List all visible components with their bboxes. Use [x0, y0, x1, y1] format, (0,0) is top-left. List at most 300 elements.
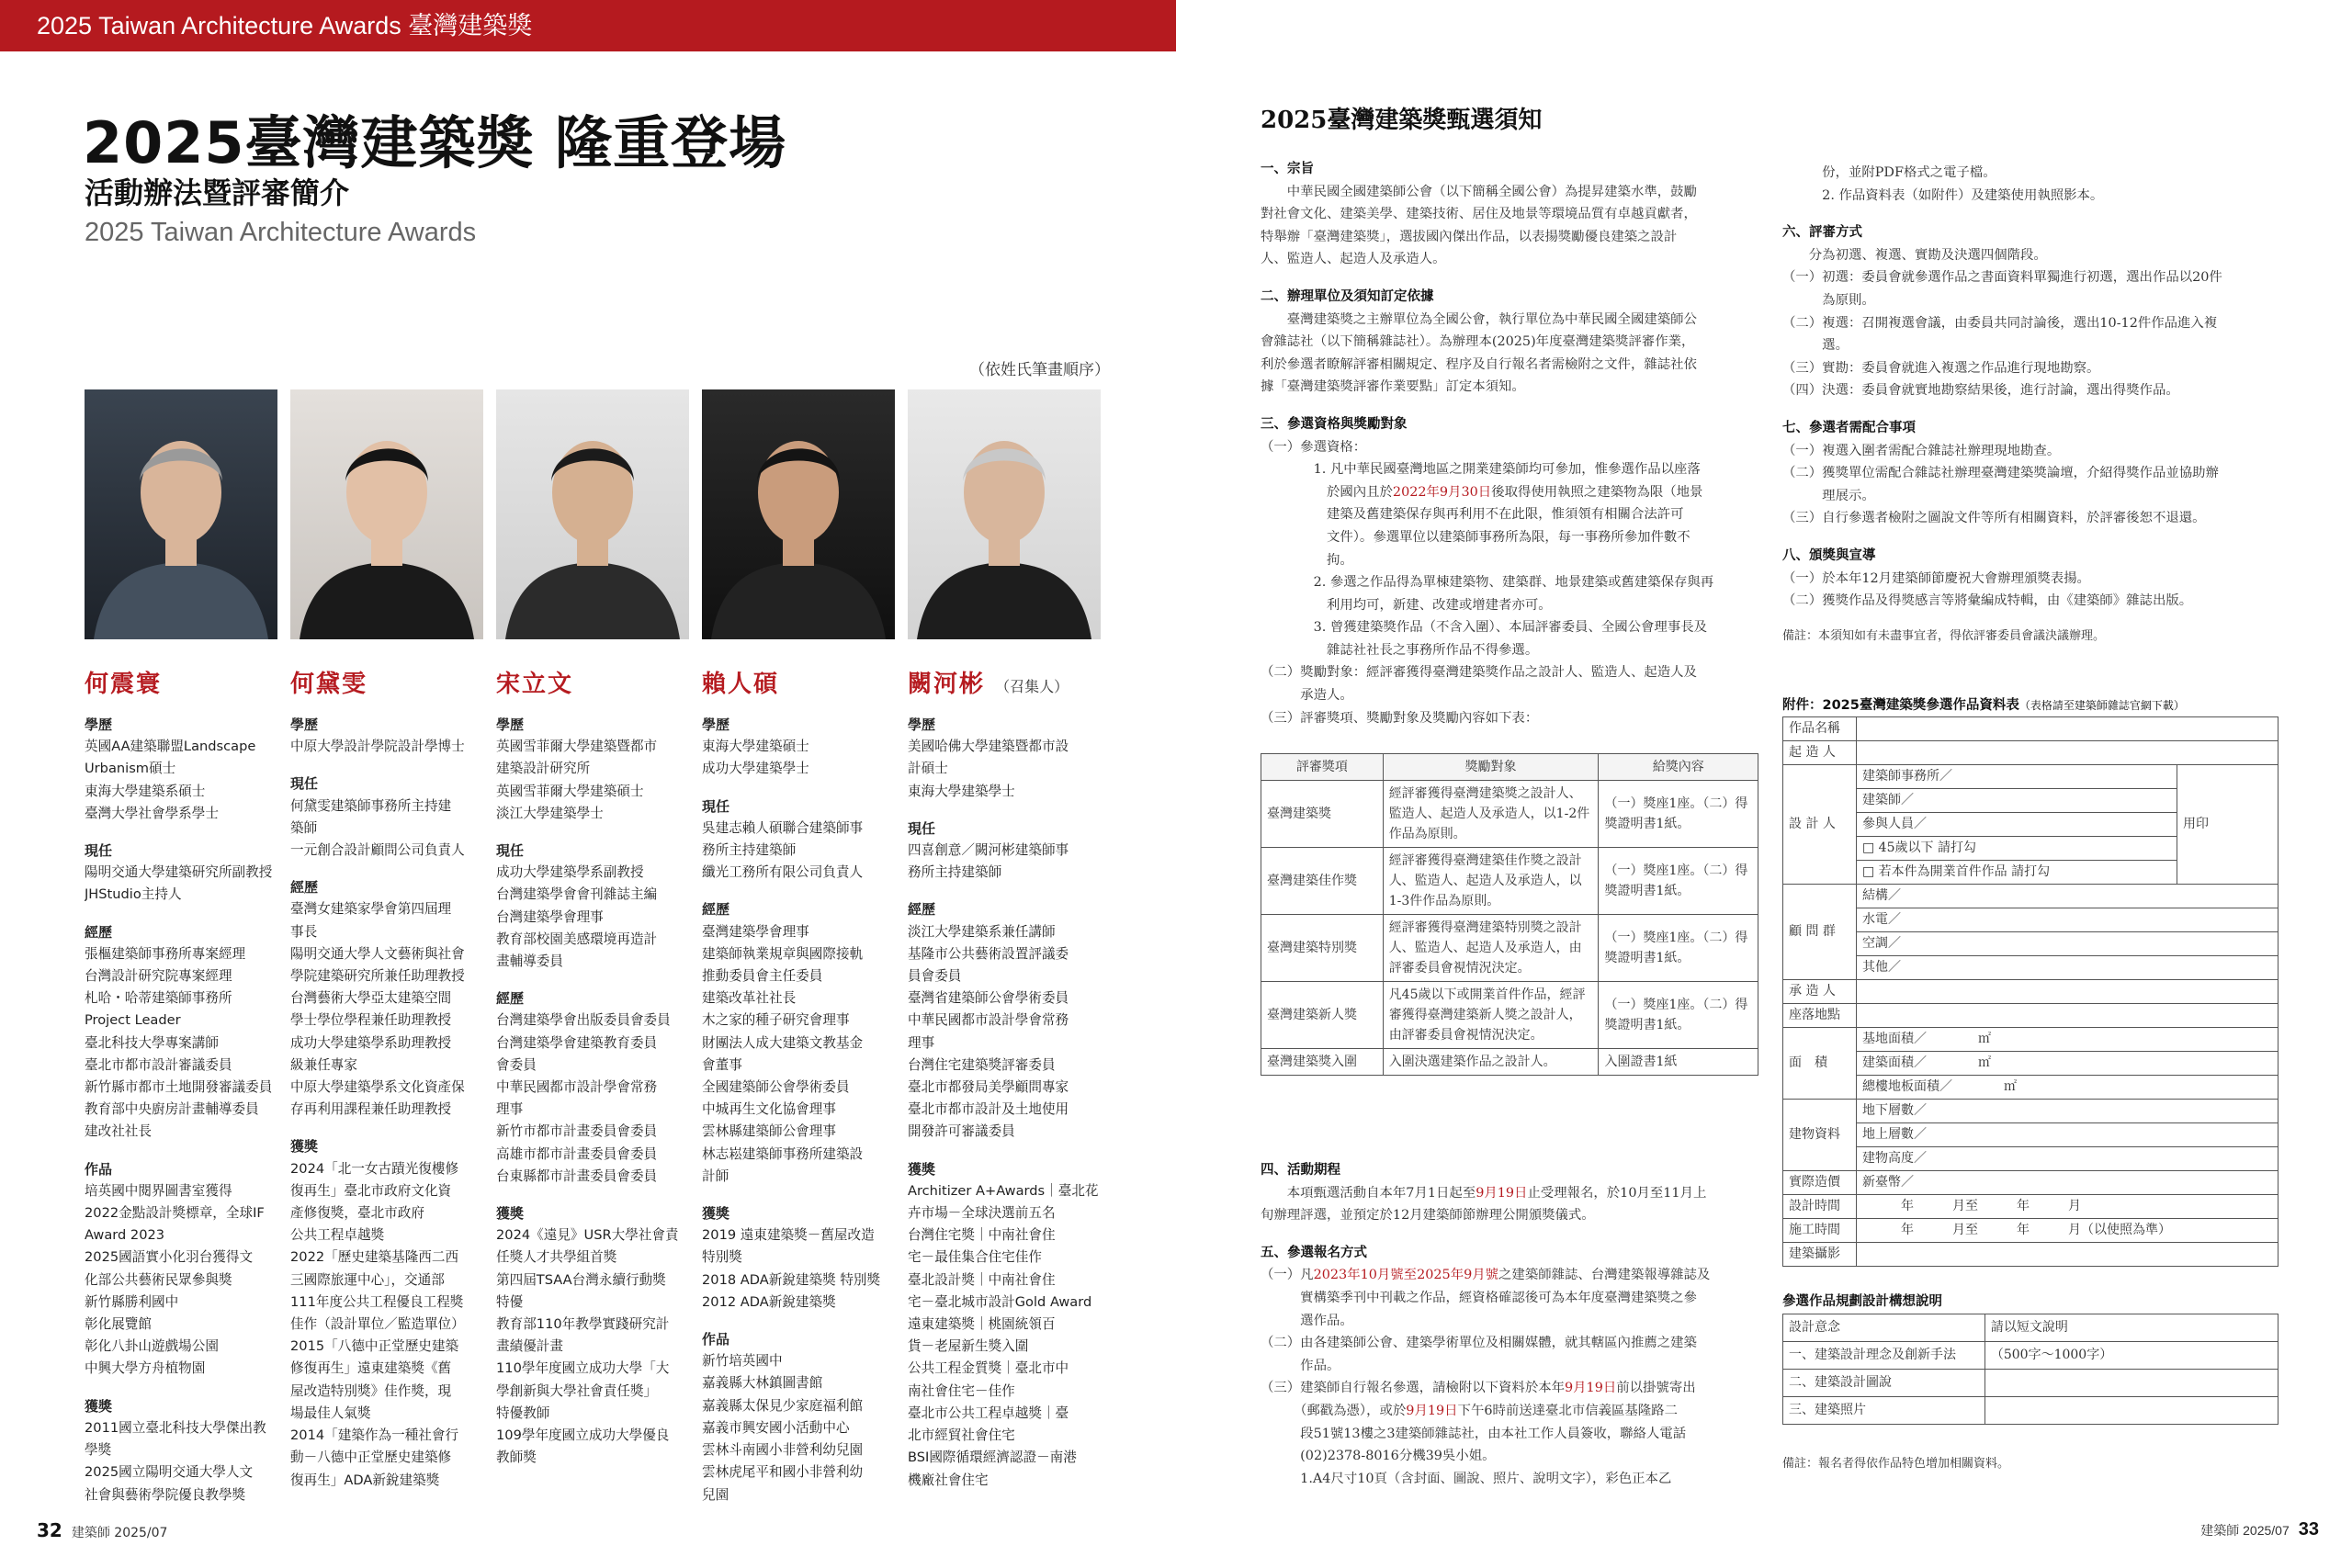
form-value: 地上層數／: [1857, 1123, 2278, 1147]
rule-line: 特舉辦「臺灣建築獎」，選拔國內傑出作品，以表揚獎勵優良建築之設計: [1261, 229, 1678, 244]
juror-bio-line: 彰化展覽館: [85, 1316, 152, 1333]
rule-line: 1. 凡中華民國臺灣地區之開業建築師均可參加，惟參選作品以座落: [1261, 462, 1701, 478]
rule-line: （一）凡2023年10月號至2025年9月號之建築師雜誌、台灣建築報導雜誌及: [1261, 1268, 1711, 1283]
form-label: 面 積: [1783, 1028, 1857, 1100]
rule-line: 本項甄選活動自本年7月1日起至9月19日止受理報名，於10月至11月上: [1261, 1185, 1707, 1201]
form-label: 實際造價: [1783, 1171, 1857, 1195]
rule-line: （二）由各建築師公會、建築學術單位及相關媒體，就其轄區內推薦之建築: [1261, 1336, 1697, 1351]
rules-column-2: [1782, 162, 2278, 648]
form-row: [1783, 1243, 2278, 1267]
juror-bio-line: 東海大學建築碩士: [702, 739, 809, 755]
award-table-cell: 入圍決選建築作品之設計人。: [1383, 1049, 1599, 1076]
juror-bio-line: 英國雪菲爾大學建築碩士: [496, 783, 644, 799]
award-table-cell: 臺灣建築特別獎: [1261, 915, 1384, 982]
award-table-heading: 給獎內容: [1599, 754, 1758, 781]
juror-bio-line: 開發許可審議委員: [908, 1123, 1015, 1140]
rule-line: 據「臺灣建築獎評審作業要點」訂定本須知。: [1261, 379, 1525, 395]
rule-line: 人、監造人、起造人及承造人。: [1261, 252, 1446, 267]
juror-bio-line: 雲林虎尾平和國小非營利幼: [702, 1464, 864, 1481]
form-row: [1783, 1171, 2278, 1195]
award-table-cell: 臺灣建築新人獎: [1261, 982, 1384, 1049]
form-value: 建築師事務所／: [1857, 765, 2177, 789]
plan-cell: 一、建築設計理念及創新手法: [1783, 1342, 1985, 1370]
form-label: 顧 問 群: [1783, 885, 1857, 980]
juror-bio-line: 特優教師: [496, 1404, 550, 1421]
form-row: [1783, 1100, 2278, 1123]
juror-bio-line: 新竹培英國中: [702, 1353, 783, 1370]
form-value: [1857, 1243, 2278, 1267]
juror-section-heading: 經歷: [702, 901, 730, 919]
form-row: [1783, 1147, 2278, 1171]
juror-bio-line: 第四屆TSAA台灣永續行動獎: [496, 1271, 666, 1288]
juror-bio-line: 三國際旅運中心」，交通部: [290, 1271, 445, 1288]
juror-bio-line: 屋改造特別獎》佳作獎，現: [290, 1382, 452, 1399]
juror-bio-line: 佳作（設計單位／監造單位）: [290, 1316, 465, 1333]
juror-bio-line: 存再利用課程兼任助理教授: [290, 1101, 452, 1118]
page-number: 32: [37, 1519, 62, 1541]
juror-bio-line: 新竹市都市計畫委員會委員: [496, 1123, 658, 1140]
juror-section-heading: 經歷: [496, 990, 525, 1008]
juror-bio-line: 教師獎: [496, 1450, 537, 1466]
page-number-right: [2200, 1519, 2319, 1540]
juror-bio-line: 雲林斗南國小非營利幼兒園: [702, 1442, 864, 1459]
juror-bio-line: 宅－最佳集合住宅佳作: [908, 1249, 1042, 1266]
juror-bio-line: 2018 ADA新銳建築獎 特別獎: [702, 1271, 881, 1288]
juror-bio-line: 2012 ADA新銳建築獎: [702, 1293, 836, 1310]
juror-card: [908, 389, 1101, 1492]
juror-bio-line: 務所主持建築師: [702, 842, 797, 859]
rule-line: （一）複選入圍者需配合雜誌社辦理現地勘查。: [1782, 443, 2061, 458]
juror-bio-line: 臺灣女建築家學會第四屆理: [290, 901, 452, 918]
juror-bio-line: 臺北設計獎｜中南社會住: [908, 1271, 1056, 1288]
juror-bio-line: 場最佳人氣獎: [290, 1404, 371, 1421]
juror-bio-line: 員會委員: [908, 968, 962, 985]
juror-section-heading: 經歷: [290, 879, 319, 897]
juror-section-heading: 學歷: [290, 716, 319, 733]
juror-bio-line: 陽明交通大學人文藝術與社會: [290, 945, 465, 962]
form-row: [1783, 1028, 2278, 1052]
juror-bio-line: 中原大學設計學院設計學博士: [290, 739, 465, 755]
juror-bio-line: 新竹縣市都市土地開發審議委員: [85, 1079, 273, 1096]
juror-section-heading: 獲獎: [85, 1397, 113, 1415]
rule-line: 文件）。參選單位以建築師事務所為限，每一事務所參加件數不: [1261, 529, 1690, 545]
juror-bio-line: Urbanism碩士: [85, 761, 176, 777]
juror-bio-line: 社會與藝術學院優良教學獎: [85, 1486, 246, 1503]
juror-section-heading: 獲獎: [496, 1205, 525, 1223]
juror-bio-line: 臺北科技大學專案講師: [85, 1034, 219, 1051]
award-table-cell: 入圍證書1紙: [1599, 1049, 1758, 1076]
juror-name: 何黛雯: [290, 671, 368, 698]
juror-bio-line: 貨－老屋新生獎入圍: [908, 1338, 1029, 1355]
juror-bio-line: 北市經貿社會住宅: [908, 1427, 1015, 1444]
juror-bio-line: BSI國際循環經濟認證－南港: [908, 1450, 1077, 1466]
juror-card: [290, 389, 483, 1492]
juror-bio-line: 陽明交通大學建築研究所副教授: [85, 864, 273, 881]
award-table-cell: （一）獎座1座。（二）得獎證明書1紙。: [1599, 915, 1758, 982]
juror-bio-line: 淡江大學建築系兼任講師: [908, 923, 1056, 940]
juror-bio-line: 推動委員會主任委員: [702, 968, 823, 985]
form-row: [1783, 1219, 2278, 1243]
form-row: [1783, 717, 2278, 741]
form-value: [1857, 717, 2278, 741]
page-title: 2025臺灣建築獎 隆重登場: [83, 109, 787, 176]
rule-line: 備註：本須知如有未盡事宜者，得依評審委員會議決議辦理。: [1782, 628, 2106, 643]
juror-section-heading: 獲獎: [702, 1205, 730, 1223]
juror-section-heading: 作品: [85, 1160, 113, 1178]
plan-row: [1783, 1370, 2278, 1397]
form-value: 其他／: [1857, 956, 2278, 980]
section-heading: 五、參選報名方式: [1261, 1245, 1367, 1260]
juror-bio-line: 台灣住宅建築獎評審委員: [908, 1056, 1056, 1073]
rule-line: 作品。: [1261, 1358, 1340, 1373]
award-table-cell: 臺灣建築佳作獎: [1261, 848, 1384, 915]
english-title: 2025 Taiwan Architecture Awards: [85, 218, 477, 247]
form-label: 起 造 人: [1783, 741, 1857, 765]
plan-cell: 設計意念: [1783, 1314, 1985, 1342]
juror-bio-line: 任獎人才共學組首獎: [496, 1249, 617, 1266]
juror-bio-line: 張樞建築師事務所專案經理: [85, 945, 246, 962]
juror-bio-line: 特別獎: [702, 1249, 742, 1266]
juror-section-heading: 學歷: [496, 716, 525, 733]
juror-bio-line: 事長: [290, 923, 318, 940]
plan-row: [1783, 1397, 2278, 1425]
juror-bio-line: 築師: [290, 819, 318, 836]
form-label: 設 計 人: [1783, 765, 1857, 885]
form-label: 座落地點: [1783, 1004, 1857, 1028]
juror-bio-line: 化部公共藝術民眾參與獎: [85, 1271, 232, 1288]
plan-table: [1782, 1314, 2278, 1425]
rules-column-1b: [1261, 1159, 1757, 1490]
rule-line: （二）獎勵對象：經評審獲得臺灣建築獎作品之設計人、監造人、起造人及: [1261, 665, 1697, 681]
order-note: （依姓氏筆畫順序）: [969, 361, 1110, 379]
rule-line: 承造人。: [1261, 688, 1353, 704]
award-table-header: [1261, 754, 1758, 781]
juror-photo: [702, 389, 895, 639]
form-row: [1783, 932, 2278, 956]
plan-cell: （500字～1000字）: [1984, 1342, 2278, 1370]
form-value: 建築面積／ ㎡: [1857, 1052, 2278, 1076]
juror-card: [85, 389, 277, 1506]
rule-line: 2. 參選之作品得為單棟建築物、建築群、地景建築或舊建築保存與再: [1261, 575, 1714, 591]
award-table-heading: 獎勵對象: [1383, 754, 1599, 781]
rule-line: （三）評審獎項、獎勵對象及獎勵內容如下表：: [1261, 710, 1539, 726]
juror-section-heading: 現任: [290, 775, 319, 793]
juror-section-heading: 學歷: [702, 716, 730, 733]
juror-bio-line: 嘉義市興安國小活動中心: [702, 1419, 850, 1436]
juror-bio-line: 2024《遠見》USR大學社會責: [496, 1227, 679, 1244]
form-value: 空調／: [1857, 932, 2278, 956]
rule-line: 分為初選、複選、實勘及決選四個階段。: [1782, 247, 2047, 263]
rule-line: 利用均可，新建、改建或增建者亦可。: [1261, 597, 1552, 613]
juror-bio-line: 建築師執業規章與國際接軌: [702, 945, 864, 962]
juror-bio-line: JHStudio主持人: [85, 886, 182, 903]
juror-bio-line: Award 2023: [85, 1227, 165, 1244]
juror-name: 闕河彬 （召集人）: [908, 671, 1069, 698]
form-row: [1783, 1076, 2278, 1100]
form-row: [1783, 1123, 2278, 1147]
juror-bio-line: 新竹縣勝利國中: [85, 1293, 179, 1310]
juror-section-heading: 獲獎: [290, 1138, 319, 1156]
juror-bio-line: 110學年度國立成功大學「大: [496, 1360, 670, 1377]
form-value: [1857, 980, 2278, 1004]
juror-bio: [290, 714, 483, 1492]
juror-bio-line: 學創新與大學社會責任獎」: [496, 1382, 658, 1399]
rule-line: （一）於本年12月建築師節慶祝大會辦理頒獎表揚。: [1782, 570, 2090, 586]
juror-bio-line: 教育部110年教學實踐研究計: [496, 1316, 670, 1333]
form-label: 承 造 人: [1783, 980, 1857, 1004]
juror-bio-line: 中華民國都市設計學會常務: [496, 1079, 658, 1096]
juror-bio-line: 臺北市都發局美學顧問專家: [908, 1079, 1069, 1096]
juror-photo: [908, 389, 1101, 639]
juror-bio: [702, 714, 895, 1506]
juror-bio-line: 畫績優計畫: [496, 1338, 563, 1355]
page-source: 建築師 2025/07: [2200, 1523, 2290, 1538]
juror-bio-line: 2014「建築作為一種社會行: [290, 1427, 459, 1444]
juror-bio-line: 培英國中閱界圖書室獲得: [85, 1182, 232, 1199]
rule-line: （三）自行參選者檢附之圖說文件等所有相關資料，於評審後恕不退還。: [1782, 511, 2206, 526]
section-heading: 一、宗旨: [1261, 162, 1314, 176]
rule-line: （一）參選資格：: [1261, 439, 1367, 455]
right-page: [1176, 0, 2352, 1568]
award-table-heading: 評審獎項: [1261, 754, 1384, 781]
juror-bio-line: 英國AA建築聯盟Landscape: [85, 739, 256, 755]
juror-section-heading: 獲獎: [908, 1160, 936, 1178]
juror-bio-line: 中城再生文化協會理事: [702, 1101, 836, 1118]
juror-bio-line: 學士學位學程兼任助理教授: [290, 1012, 452, 1029]
rule-line: 對社會文化、建築美學、建築技術、居住及地景等環境品質有卓越貢獻者，: [1261, 207, 1697, 222]
juror-bio-line: 臺灣大學社會學系學士: [85, 805, 219, 821]
juror-bio-line: 2019 遠東建築獎－舊屋改造: [702, 1227, 875, 1244]
juror-bio-line: 臺北市都市設計及土地使用: [908, 1101, 1069, 1118]
juror-bio-line: 嘉義縣大林鎮圖書館: [702, 1375, 823, 1392]
juror-bio-line: 東海大學建築學士: [908, 783, 1015, 799]
page-number-left: [37, 1519, 167, 1541]
rule-line: 3. 曾獲建築獎作品（不含入圍）、本屆評審委員、全國公會理事長及: [1261, 620, 1707, 636]
juror-bio-line: 級兼任專家: [290, 1056, 357, 1073]
rule-line: 選。: [1782, 338, 1849, 354]
form-row: [1783, 908, 2278, 932]
rule-line: 建築及舊建築保存與再利用不在此限，惟須領有相關合法許可: [1261, 507, 1684, 523]
form-label: 建築攝影: [1783, 1243, 1857, 1267]
rule-line: 份，並附PDF格式之電子檔。: [1782, 165, 1996, 180]
juror-bio-line: 中原大學建築學系文化資產保: [290, 1079, 465, 1096]
juror-bio-line: 2022金點設計獎標章，全球IF: [85, 1205, 265, 1222]
juror-bio-line: 一元創合設計顧問公司負責人: [290, 842, 465, 859]
form-value: 參與人員／: [1857, 813, 2177, 837]
juror-bio-line: 臺北市都市設計審議委員: [85, 1056, 232, 1073]
juror-bio-line: 2025國立陽明交通大學人文: [85, 1464, 254, 1481]
rule-line: 利於參選者瞭解評審相關規定、程序及自行報名者需檢附之文件，雜誌社依: [1261, 356, 1697, 372]
award-table-cell: 臺灣建築獎入圍: [1261, 1049, 1384, 1076]
form-value: 基地面積／ ㎡: [1857, 1028, 2278, 1052]
juror-bio-line: 臺北市公共工程卓越獎｜臺: [908, 1404, 1069, 1421]
rule-line: 會雜誌社（以下簡稱雜誌社）。為辦理本(2025)年度臺灣建築獎評審作業，: [1261, 334, 1695, 350]
award-table-cell: （一）獎座1座。（二）得獎證明書1紙。: [1599, 781, 1758, 848]
juror-section-heading: 經歷: [908, 901, 936, 919]
form-title: [1782, 694, 2185, 714]
plan-note: 備註：報名者得依作品特色增加相關資料。: [1782, 1457, 2010, 1471]
form-title-text: 附件：2025臺灣建築獎參選作品資料表: [1782, 698, 2019, 713]
juror-card: [496, 389, 689, 1470]
form-row: [1783, 1052, 2278, 1076]
award-table-cell: （一）獎座1座。（二）得獎證明書1紙。: [1599, 848, 1758, 915]
rule-line: 旬辦理評選，並預定於12月建築師節辦理公開頒獎儀式。: [1261, 1208, 1595, 1224]
juror-bio-line: 教育部校園美感環境再造計: [496, 931, 658, 947]
plan-row: [1783, 1342, 2278, 1370]
juror-name: 何震寰: [85, 671, 163, 698]
award-table-cell: 經評審獲得臺灣建築獎之設計人、監造人、起造人及承造人，以1-2件作品為原則。: [1383, 781, 1599, 848]
juror-bio-line: 修復再生」遠東建築獎《舊: [290, 1360, 452, 1377]
juror-bio: [908, 714, 1101, 1492]
juror-section-heading: 現任: [908, 819, 936, 837]
juror-bio-line: 動－八德中正堂歷史建築修: [290, 1450, 452, 1466]
juror-bio: [85, 714, 277, 1506]
form-value: 年 月至 年 月: [1857, 1195, 2278, 1219]
rule-line: （郵戳為憑），或於9月19日下午6時前送達臺北市信義區基隆路二: [1261, 1403, 1678, 1418]
juror-bio-line: 學獎: [85, 1442, 112, 1459]
rule-line: 2. 作品資料表（如附件）及建築使用執照影本。: [1782, 187, 2104, 203]
juror-bio-line: 會委員: [496, 1056, 537, 1073]
form-label: 設計時間: [1783, 1195, 1857, 1219]
rules-title: 2025臺灣建築獎甄選須知: [1261, 107, 1543, 134]
page-source: 建築師 2025/07: [71, 1526, 168, 1540]
juror-section-heading: 作品: [702, 1331, 730, 1348]
form-value: [1857, 1004, 2278, 1028]
rule-line: 拘。: [1261, 552, 1353, 568]
juror-bio-line: 成功大學建築學士: [702, 761, 809, 777]
plan-cell: 三、建築照片: [1783, 1397, 1985, 1425]
section-heading: 四、活動期程: [1261, 1163, 1340, 1178]
juror-bio-line: 臺灣省建築師公會學術委員: [908, 990, 1069, 1007]
form-row: [1783, 1004, 2278, 1028]
juror-bio-line: 2015「八德中正堂歷史建築: [290, 1338, 459, 1355]
form-value: 水電／: [1857, 908, 2278, 932]
juror-bio-line: 全國建築師公會學術委員: [702, 1079, 850, 1096]
rule-line: 段51號13樓之3建築師雜誌社，由本社工作人員簽收，聯絡人電話: [1261, 1426, 1687, 1441]
form-row: [1783, 980, 2278, 1004]
juror-bio-line: 畫輔導委員: [496, 953, 563, 970]
juror-bio-line: Project Leader: [85, 1012, 181, 1029]
form-row: [1783, 956, 2278, 980]
rule-line: 臺灣建築獎之主辦單位為全國公會，執行單位為中華民國全國建築師公: [1261, 311, 1697, 327]
juror-section-heading: 現任: [85, 842, 113, 860]
juror-bio-line: Architizer A+Awards｜臺北花: [908, 1182, 1099, 1199]
section-heading: 七、參選者需配合事項: [1782, 420, 1916, 435]
juror-bio-line: 建築改革社社長: [702, 990, 797, 1007]
section-heading: 二、辦理單位及須知訂定依據: [1261, 288, 1434, 304]
juror-bio-line: 111年度公共工程優良工程獎: [290, 1293, 464, 1310]
rule-line: 實構築季刊中刊載之作品，經資格確認後可為本年度臺灣建築獎之參: [1261, 1290, 1697, 1305]
juror-bio-line: 四喜創意／闕河彬建築師事: [908, 842, 1069, 859]
form-value: □ 45歲以下 請打勾: [1857, 837, 2177, 861]
form-row: [1783, 1195, 2278, 1219]
award-table: [1261, 753, 1758, 1076]
juror-bio-line: 台灣建築學會建築教育委員: [496, 1034, 658, 1051]
rule-line: 選作品。: [1261, 1313, 1353, 1328]
juror-bio-line: 淡江大學建築學士: [496, 805, 604, 821]
form-label: 施工時間: [1783, 1219, 1857, 1243]
form-row: [1783, 885, 2278, 908]
juror-bio-line: 高雄市都市計畫委員會委員: [496, 1145, 658, 1162]
juror-bio-line: 2024「北一女古蹟光復樓修: [290, 1160, 459, 1177]
juror-bio-line: 林志崧建築師事務所建築設: [702, 1145, 864, 1162]
entry-form-table: [1782, 716, 2278, 1267]
form-row: [1783, 741, 2278, 765]
award-table-cell: 臺灣建築獎: [1261, 781, 1384, 848]
form-title-note: （表格請至建築師雜誌官網下載）: [2018, 699, 2185, 712]
juror-bio-line: 台灣建築學會理事: [496, 908, 604, 925]
rule-line: （三）實勘：委員會就進入複選之作品進行現地勘察。: [1782, 360, 2100, 376]
juror-bio-line: 計師: [702, 1168, 729, 1184]
juror-bio-line: 英國雪菲爾大學建築暨都市: [496, 739, 658, 755]
juror-bio-line: 理事: [908, 1034, 935, 1051]
juror-bio-line: 會董事: [702, 1056, 742, 1073]
form-value: 建物高度／: [1857, 1147, 2278, 1171]
juror-bio-line: 台灣設計研究院專案經理: [85, 968, 232, 985]
juror-bio-line: 宅－臺北城市設計Gold Award: [908, 1293, 1092, 1310]
plan-cell: [1984, 1370, 2278, 1397]
form-value: 地下層數／: [1857, 1100, 2278, 1123]
rules-column-1: [1261, 158, 1757, 729]
juror-bio-line: 嘉義縣太保見少家庭福利館: [702, 1397, 864, 1414]
juror-bio-line: 遠東建築獎｜桃園統領百: [908, 1316, 1056, 1333]
juror-bio-line: 務所主持建築師: [908, 864, 1002, 881]
rule-line: (02)2378-8016分機39吳小姐。: [1261, 1449, 1496, 1464]
juror-bio-line: 札哈・哈蒂建築師事務所: [85, 990, 232, 1007]
juror-bio-line: 中華民國都市設計學會常務: [908, 1012, 1069, 1029]
juror-bio-line: 台東縣都市計畫委員會委員: [496, 1168, 658, 1184]
rule-line: 理展示。: [1782, 488, 1875, 503]
juror-bio-line: 公共工程卓越獎: [290, 1227, 385, 1244]
award-table-row: [1261, 848, 1758, 915]
juror-bio-line: 中興大學方舟植物園: [85, 1360, 206, 1377]
juror-bio-line: 教育部中央廚房計畫輔導委員: [85, 1101, 259, 1118]
plan-cell: [1984, 1397, 2278, 1425]
plan-cell: 二、建築設計圖說: [1783, 1370, 1985, 1397]
form-seal-cell: 用印: [2177, 765, 2278, 885]
section-heading: 三、參選資格與獎勵對象: [1261, 416, 1408, 432]
juror-bio-line: 復再生」ADA新銳建築獎: [290, 1472, 440, 1488]
juror-bio-line: 纖光工務所有限公司負責人: [702, 864, 864, 881]
rule-line: （一）初選：委員會就參選作品之書面資料單獨進行初選，選出作品以20件: [1782, 270, 2222, 286]
rule-line: （四）決選：委員會就實地勘察結果後，進行討論，選出得獎作品。: [1782, 383, 2179, 399]
juror-photo: [496, 389, 689, 639]
juror-bio-line: 美國哈佛大學建築暨都市設: [908, 739, 1069, 755]
juror-bio-line: 木之家的種子研究會理事: [702, 1012, 850, 1029]
juror-bio-line: 公共工程金質獎｜臺北市中: [908, 1360, 1069, 1377]
award-table-cell: 經評審獲得臺灣建築佳作獎之設計人、監造人、起造人及承造人，以1-3件作品為原則。: [1383, 848, 1599, 915]
award-table-row: [1261, 781, 1758, 848]
rule-line: 1.A4尺寸10頁（含封面、圖說、照片、說明文字），彩色正本乙: [1261, 1471, 1672, 1486]
rule-line: 中華民國全國建築師公會（以下簡稱全國公會）為提昇建築水準，鼓勵: [1261, 184, 1697, 199]
header-bar: 2025 Taiwan Architecture Awards 臺灣建築獎: [0, 0, 1176, 51]
form-label: 建物資料: [1783, 1100, 1857, 1171]
juror-bio-line: 計碩士: [908, 761, 948, 777]
award-table-row: [1261, 982, 1758, 1049]
form-value: [1857, 741, 2278, 765]
form-value: 結構／: [1857, 885, 2278, 908]
juror-bio-line: 台灣建築學會出版委員會委員: [496, 1012, 671, 1029]
juror-card: [702, 389, 895, 1506]
section-heading: 六、評審方式: [1782, 225, 1862, 241]
form-value: 新臺幣／: [1857, 1171, 2278, 1195]
award-table-row: [1261, 1049, 1758, 1076]
plan-cell: 請以短文說明: [1984, 1314, 2278, 1342]
juror-name: 宋立文: [496, 671, 574, 698]
juror-bio-line: 成功大學建築學系副教授: [496, 864, 644, 881]
award-table-cell: 經評審獲得臺灣建築特別獎之設計人、監造人、起造人及承造人，由評審委員會視情況決定。: [1383, 915, 1599, 982]
juror-bio-line: 吳建志賴人碩聯合建築師事: [702, 819, 864, 836]
